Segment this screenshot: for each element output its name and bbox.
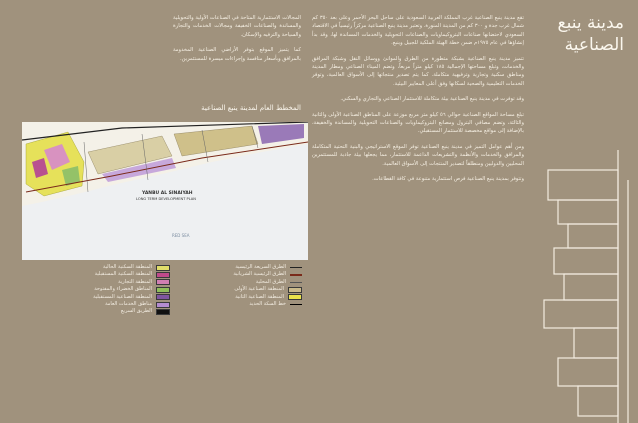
decor-rect [564, 274, 618, 300]
legend-item [30, 301, 170, 308]
legend-label: المنطقة الصناعية المستقبلية [93, 293, 152, 300]
paragraph: تتميز مدينة ينبع الصناعية بشبكة متطورة من الطرق والموانئ ووسائل النقل وشبكة المرافق والخدمات، وتبلغ مساحتها الإجمالية ١٨٥ كيلو متراً مربعاً، وتضم الميناء الصناعي ومطار المدينة ومناطق سكنية وتجارية وترفيهية متكاملة. كما يتم تصدير منتجاتها إلى الأسواق العالمية، وتوفر الخدمات التعليمية والصحية لسكانها وفق أعلى المعايير البيئية. [312, 55, 524, 87]
decorative-line-art [528, 150, 638, 423]
legend-item [30, 279, 170, 286]
decor-rect [548, 170, 618, 200]
legend-item [30, 294, 170, 301]
decor-rect [578, 386, 618, 416]
paragraph: المجالات الاستثمارية المتاحة في الصناعات الأولية والتحويلية والمساندة والصناعات الخفيفة ومجالات الخدمات والتجارة والسياحة والترفيه والإسكان. [173, 15, 301, 38]
text-column-left [173, 14, 301, 70]
map-heading: المخطط العام لمدينة ينبع الصناعية [201, 104, 301, 112]
map-label-title: YANBU AL SINAIYAH [142, 191, 193, 196]
legend-swatch [288, 287, 302, 293]
legend-item [182, 286, 302, 293]
paragraph: وتتوفر بمدينة ينبع الصناعية فرص استثمارية متنوعة في كافة القطاعات. [372, 176, 524, 183]
decor-rect [558, 358, 618, 386]
map-label-subtitle: LONG TERM DEVELOPMENT PLAN [136, 197, 196, 201]
legend-label: المنطقة السكنية الحالية [102, 264, 152, 270]
map-label-sea: RED SEA [172, 233, 190, 238]
legend-label: الطريق السريع [120, 308, 152, 315]
legend-item [30, 264, 170, 271]
legend-swatch [156, 279, 170, 285]
page-title [514, 12, 624, 56]
decor-rect [568, 224, 618, 248]
decor-rect [544, 300, 618, 328]
legend-swatch [156, 265, 170, 271]
legend-swatch [290, 267, 302, 268]
legend-label: المنطقة الصناعية الثانية [235, 293, 284, 300]
legend-label: خط السكة الحديد [249, 300, 286, 307]
legend-label: الطرق السريعة الرئيسية [235, 264, 286, 270]
legend-item [30, 308, 170, 315]
legend-label: مناطق الخدمات العامة [105, 300, 152, 307]
decor-rect [554, 248, 618, 274]
decor-rect [558, 200, 618, 224]
legend-swatch [156, 294, 170, 300]
legend-item [182, 264, 302, 271]
map-legend-zones [30, 264, 170, 316]
paragraph: تقع مدينة ينبع الصناعية غرب المملكة العربية السعودية على ساحل البحر الأحمر وعلى بعد ٣٥٠ كم شمال غرب جدة و ٣٠٠ كم من المدينة المنورة. وتعتبر مدينة ينبع الصناعية مركزاً رئيسياً في الاقتصاد السعودي لاحتضانها صناعات البتروكيماويات والصناعات التحويلية والخدمات المساندة لها، وقد بدأ إنشاؤها في عام ١٩٧٥م ضمن خطة الهيئة الملكية للجبيل وينبع. [312, 15, 524, 47]
legend-label: المنطقة التجارية [118, 278, 152, 285]
paragraph: كما يتميز الموقع بتوفر الأراضي الصناعية المخدومة بالمرافق وبأسعار منافسة وإجراءات ميسرة للمستثمرين. [173, 47, 301, 62]
legend-swatch [290, 304, 302, 305]
legend-swatch [156, 272, 170, 278]
paragraph: ومن أهم عوامل التميز في مدينة ينبع الصناعية توفر الموقع الاستراتيجي والبنية التحتية المتكاملة والمرافق والخدمات والأنظمة والتشريعات الداعمة للاستثمار، مما يجعلها بيئة جاذبة للمستثمرين المحليين والدوليين ومنطلقاً لتصدير المنتجات إلى الأسواق العالمية. [312, 143, 524, 167]
paragraph: وقد توفرت في مدينة ينبع الصناعية بيئة متكاملة للاستثمار الصناعي والتجاري والسكني. [340, 96, 524, 103]
legend-label: الطرق الرئيسية الشريانية [233, 271, 286, 278]
legend-swatch [156, 302, 170, 308]
legend-swatch [290, 274, 302, 275]
legend-swatch [156, 309, 170, 315]
legend-swatch [288, 294, 302, 300]
legend-item [30, 271, 170, 278]
legend-item [182, 271, 302, 278]
decor-rect [574, 328, 618, 358]
legend-label: الطرق المحلية [255, 278, 286, 285]
title-line-1: مدينة ينبع [557, 13, 624, 33]
legend-swatch [290, 282, 302, 283]
legend-label: المنطقة السكنية المستقبلية [94, 271, 152, 278]
master-plan-map [22, 122, 308, 260]
paragraph: تبلغ مساحة المواقع الصناعية حوالي ٥٦ كيلو متر مربع موزعة على المناطق الصناعية الأولى والثانية والثالثة، وتضم مصافي البترول ومصانع البتروكيماويات والصناعات التحويلية والمساندة والخفيفة، بالإضافة إلى مواقع مخصصة للاستثمار المستقبلي. [312, 111, 524, 135]
legend-swatch [156, 287, 170, 293]
title-line-2: الصناعية [564, 35, 624, 55]
text-column-right [312, 14, 524, 191]
map-legend-roads [182, 264, 302, 308]
legend-item [182, 294, 302, 301]
legend-item [30, 286, 170, 293]
legend-label: المناطق الخضراء والمفتوحة [94, 286, 152, 293]
legend-item [182, 301, 302, 308]
legend-label: المنطقة الصناعية الأولى [234, 286, 284, 293]
